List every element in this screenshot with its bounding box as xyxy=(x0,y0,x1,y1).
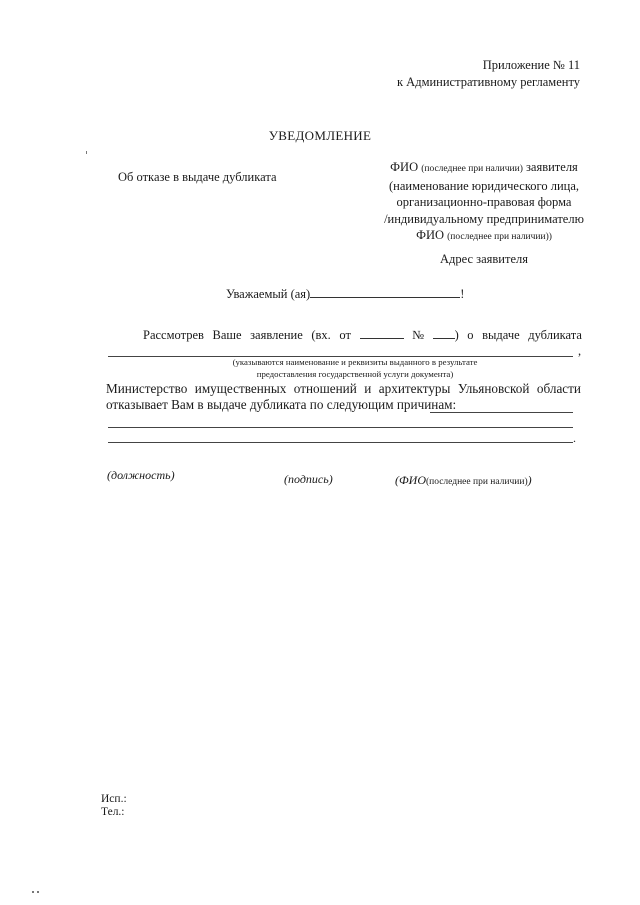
period: . xyxy=(573,431,576,445)
greeting-line xyxy=(226,285,464,302)
signature-position-label: (должность) xyxy=(107,468,175,482)
document-details-hint xyxy=(210,357,500,380)
signature-fio-end: ) xyxy=(527,473,532,487)
word: отношений xyxy=(293,381,357,396)
comma: , xyxy=(578,344,582,358)
application-date-blank[interactable] xyxy=(360,326,404,339)
word: области xyxy=(536,381,581,396)
signature-fio-note: (последнее при наличии) xyxy=(425,477,528,487)
word: (вх. xyxy=(311,328,331,342)
word: Ваше xyxy=(212,328,242,342)
scan-artifact xyxy=(37,891,39,893)
addressee-fio-2: ФИО xyxy=(416,228,444,242)
word: о xyxy=(467,328,474,342)
greeting-prefix: Уважаемый (ая) xyxy=(226,287,311,301)
word: Рассмотрев xyxy=(143,328,204,342)
paragraph-refusal xyxy=(106,381,581,413)
number-sign: № xyxy=(412,328,424,342)
addressee-line-4: /индивидуальному предпринимателю xyxy=(384,211,584,226)
appendix-header xyxy=(397,57,580,91)
document-subject: Об отказе в выдаче дубликата xyxy=(118,170,277,184)
phone-label: Тел.: xyxy=(101,806,125,818)
addressee-line-1 xyxy=(375,159,593,178)
paragraph-refusal-line-1 xyxy=(106,381,581,397)
word: и xyxy=(364,381,372,396)
hint-line-2: предоставления государственной услуги документа) xyxy=(256,368,454,379)
word: Министерство xyxy=(106,381,188,396)
scan-artifact xyxy=(86,151,87,154)
application-number-blank[interactable] xyxy=(433,326,455,339)
greeting-suffix: ! xyxy=(460,287,465,301)
signature-fio-label xyxy=(395,473,532,488)
reasons-blank-3[interactable] xyxy=(108,442,573,443)
reasons-blank-1[interactable] xyxy=(430,412,573,413)
addressee-block xyxy=(375,159,593,246)
reasons-blank-2[interactable] xyxy=(108,427,573,428)
paragraph-review xyxy=(110,326,582,344)
word: имущественных xyxy=(194,381,287,396)
addressee-fio: ФИО xyxy=(390,160,419,174)
executor-label: Исп.: xyxy=(101,793,127,805)
appendix-reference: к Административному регламенту xyxy=(396,75,580,89)
document-title: УВЕДОМЛЕНИЕ xyxy=(268,128,372,143)
recipient-name-blank[interactable] xyxy=(310,285,460,298)
paragraph-review-line-1 xyxy=(110,326,582,344)
hint-line-1: (указываются наименование и реквизиты выданного в результате xyxy=(232,357,478,367)
applicant-address-label: Адрес заявителя xyxy=(440,252,528,266)
scan-artifact xyxy=(32,891,34,893)
appendix-number: Приложение № 11 xyxy=(482,58,580,72)
close-paren: ) xyxy=(454,328,459,342)
footer-contacts xyxy=(101,793,127,819)
word: от xyxy=(339,328,351,342)
word: заявление xyxy=(250,328,303,342)
signature-sign-label: (подпись) xyxy=(284,472,333,486)
word: Ульяновской xyxy=(457,381,530,396)
addressee-fio-note: (последнее при наличии) xyxy=(421,164,523,174)
addressee-applicant: заявителя xyxy=(525,160,578,174)
number-blank-wrap xyxy=(433,326,459,344)
refusal-text: отказывает Вам в выдаче дубликата по следующим причинам: xyxy=(106,397,457,412)
addressee-line-3: организационно-правовая форма xyxy=(396,195,572,209)
addressee-fio-note-2: (последнее при наличии)) xyxy=(447,232,552,242)
word: дубликата xyxy=(528,328,582,342)
paragraph-refusal-line-2 xyxy=(106,397,581,413)
addressee-line-5 xyxy=(375,227,593,246)
addressee-line-2: (наименование юридического лица, xyxy=(388,178,579,193)
signature-fio-main: (ФИО xyxy=(395,473,426,487)
word: выдаче xyxy=(482,328,520,342)
word: архитектуры xyxy=(378,381,451,396)
